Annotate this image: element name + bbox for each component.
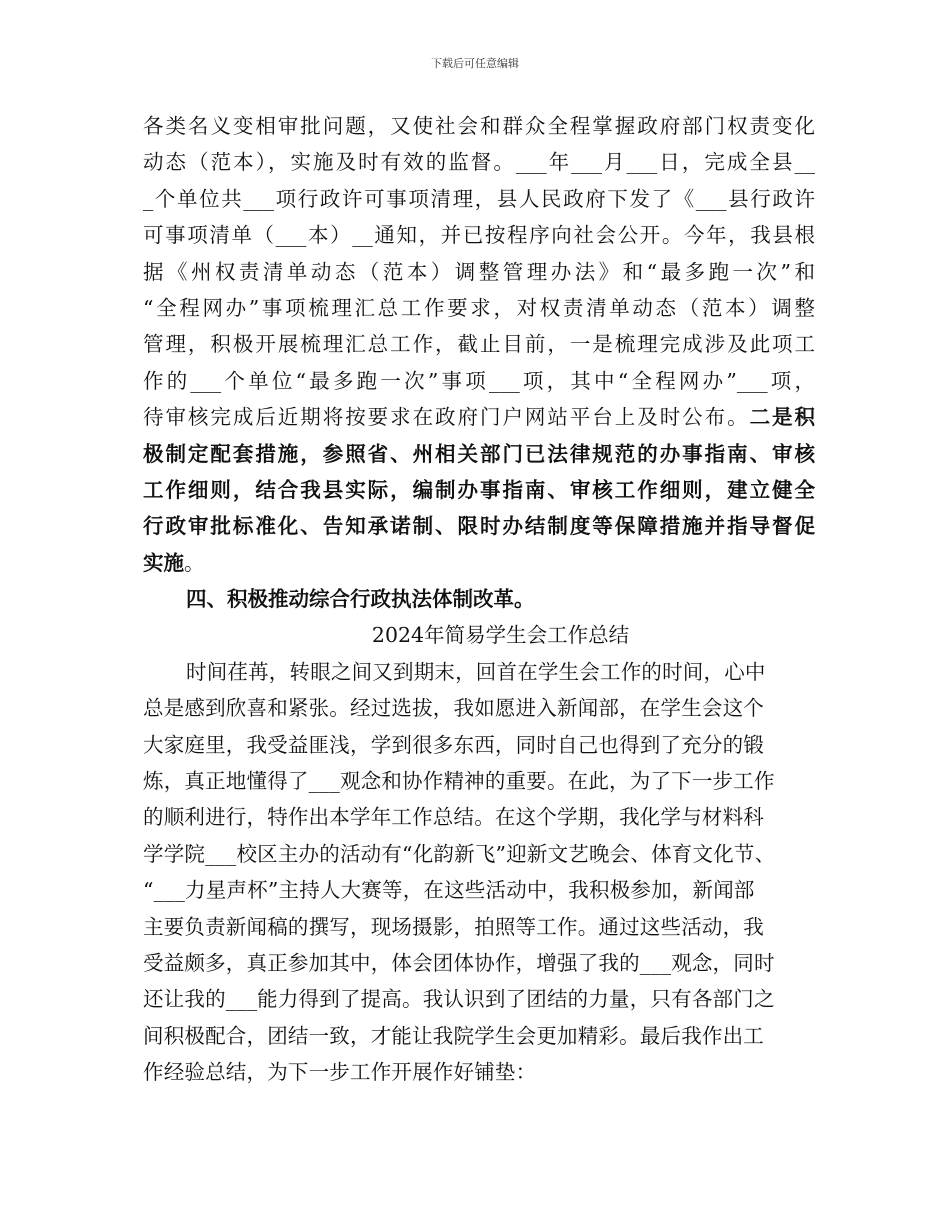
paragraph-line: 炼，真正地懂得了___观念和协作精神的重要。在此，为了下一步工作 bbox=[143, 769, 775, 794]
paragraph-line: “___力星声杯”主持人大赛等，在这些活动中，我积极参加，新闻部 bbox=[143, 878, 755, 903]
article-title: 2024年简易学生会工作总结 bbox=[371, 623, 630, 648]
paragraph-line: 受益颇多，真正参加其中，体会团体协作，增强了我的___观念，同时 bbox=[143, 950, 775, 975]
normal-text: 待审核完成后近期将按要求在政府门户网站平台上及时公布。 bbox=[143, 405, 750, 430]
bold-paragraph-line: 行政审批标准化、告知承诺制、限时办结制度等保障措施并指导督促 bbox=[143, 514, 815, 539]
paragraph-line: 学学院___校区主办的活动有“化韵新飞”迎新文艺晚会、体育文化节、 bbox=[143, 841, 776, 866]
article-body bbox=[143, 654, 815, 1091]
paragraph-line: 还让我的___能力得到了提高。我认识到了团结的力量，只有各部门之 bbox=[143, 987, 775, 1012]
paragraph-line-mixed bbox=[143, 399, 815, 435]
bold-paragraph-line: 工作细则，结合我县实际，编制办事指南、审核工作细则，建立健全 bbox=[143, 477, 815, 502]
bold-text: 实施 bbox=[143, 550, 184, 575]
paragraph-line: 各类名义变相审批问题，又使社会和群众全程掌握政府部门权责变化 bbox=[143, 114, 815, 138]
bold-text: 二是积 bbox=[749, 405, 816, 430]
paragraph-line: 时间荏苒，转眼之间又到期末，回首在学生会工作的时间，心中 bbox=[186, 659, 766, 684]
document-body bbox=[143, 108, 815, 1091]
paragraph-line: 作的___个单位“最多跑一次”事项___项，其中“全程网办”___项， bbox=[143, 368, 815, 393]
bold-paragraph-line: 极制定配套措施，参照省、州相关部门已法律规范的办事指南、审核 bbox=[143, 441, 815, 466]
paragraph-line: 间积极配合，团结一致，才能让我院学生会更加精彩。最后我作出工 bbox=[143, 1023, 764, 1048]
paragraph-line: 的顺利进行，特作出本学年工作总结。在这个学期，我化学与材料科 bbox=[143, 805, 764, 830]
paragraph-line: 据《州权责清单动态（范本）调整管理办法》和“最多跑一次”和 bbox=[143, 259, 815, 284]
page-header: 下载后可任意编辑 bbox=[431, 57, 519, 70]
paragraph-line: _个单位共___项行政许可事项清理，县人民政府下发了《___县行政许 bbox=[143, 186, 815, 211]
paragraph-line-end bbox=[143, 545, 815, 581]
paragraph-line: 大家庭里，我受益匪浅，学到很多东西，同时自己也得到了充分的锻 bbox=[143, 732, 764, 757]
paragraph-line: 作经验总结，为下一步工作开展作好铺垫： bbox=[143, 1060, 537, 1085]
normal-text: 。 bbox=[184, 550, 205, 575]
paragraph-line: 动态（范本），实施及时有效的监督。___年___月___日，完成全县__ bbox=[143, 150, 815, 175]
paragraph-line: 总是感到欣喜和紧张。经过选拔，我如愿进入新闻部，在学生会这个 bbox=[143, 696, 764, 721]
paragraph-line: 可事项清单（___本）__通知，并已按程序向社会公开。今年，我县根 bbox=[143, 223, 815, 248]
paragraph-line: 主要负责新闻稿的撰写，现场摄影，拍照等工作。通过这些活动，我 bbox=[143, 914, 764, 939]
section-heading: 四、积极推动综合行政执法体制改革。 bbox=[186, 587, 535, 612]
paragraph-line: 管理，积极开展梳理汇总工作，截止目前，一是梳理完成涉及此项工 bbox=[143, 332, 815, 357]
paragraph-line: “全程网办”事项梳理汇总工作要求，对权责清单动态（范本）调整 bbox=[143, 295, 815, 320]
